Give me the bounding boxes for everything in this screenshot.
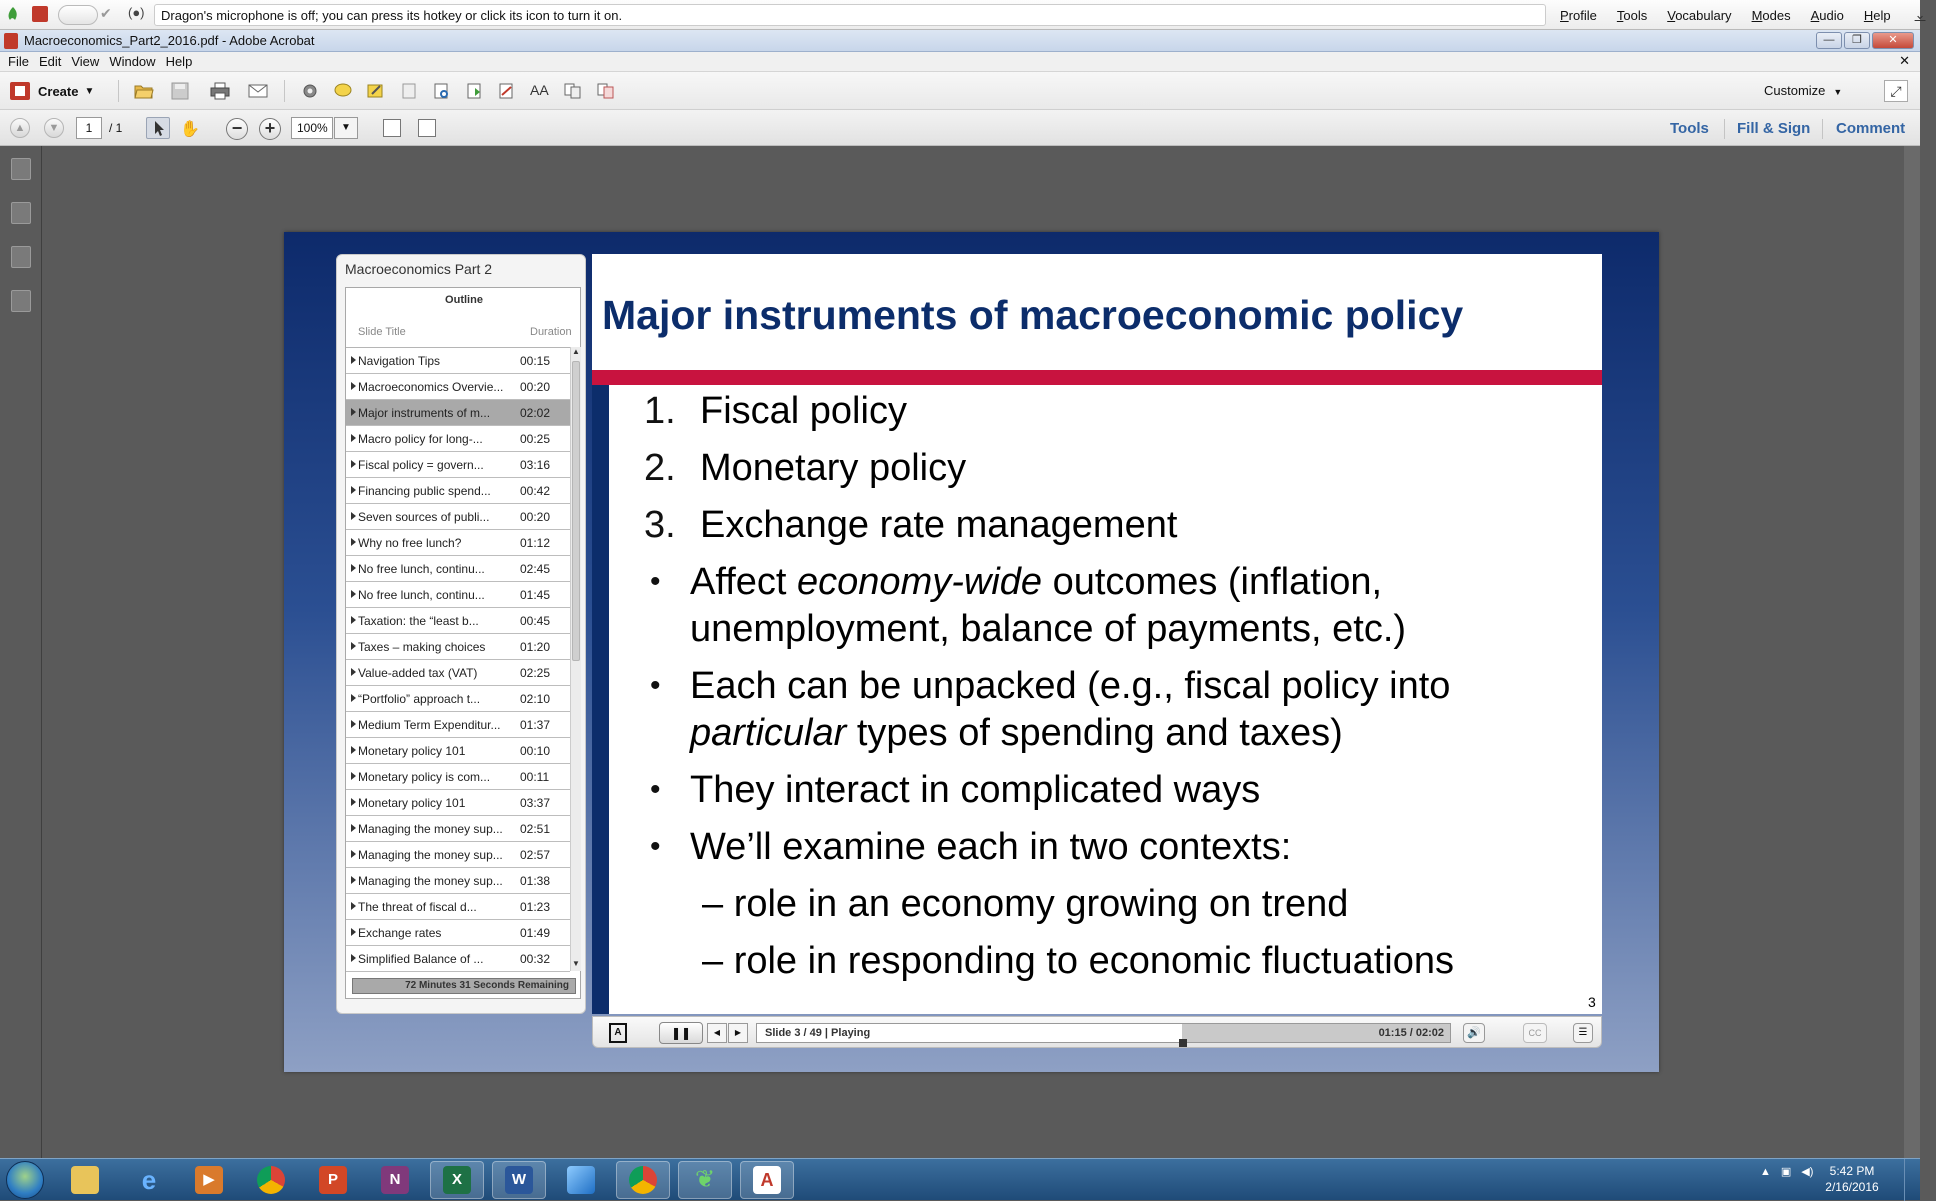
volume-icon[interactable]: 🔊 xyxy=(1463,1023,1485,1043)
outline-row[interactable] xyxy=(346,582,570,608)
gear-icon[interactable] xyxy=(300,82,320,100)
expand-icon[interactable]: ⤢ xyxy=(1884,80,1908,102)
customize-dropdown[interactable] xyxy=(1764,83,1842,98)
bullet: • xyxy=(650,773,661,806)
taskbar-excel[interactable] xyxy=(430,1161,484,1199)
taskbar-word[interactable] xyxy=(492,1161,546,1199)
bullet: • xyxy=(650,669,661,702)
save-icon[interactable] xyxy=(170,82,190,100)
signatures-icon[interactable] xyxy=(11,290,31,312)
closed-captions-button[interactable]: CC xyxy=(1523,1023,1547,1043)
outline-row[interactable] xyxy=(346,712,570,738)
dragon-flame-icon[interactable] xyxy=(5,6,21,22)
expand-triangle-icon[interactable] xyxy=(351,538,356,546)
outline-row-duration: 02:02 xyxy=(520,406,551,420)
expand-triangle-icon[interactable] xyxy=(351,434,356,442)
outline-row-title: Macro policy for long-... xyxy=(358,432,483,446)
expand-triangle-icon[interactable] xyxy=(351,616,356,624)
taskbar-dragon-tool[interactable] xyxy=(554,1161,608,1199)
menu-window[interactable]: Window xyxy=(109,54,156,69)
cursor-arrow-icon xyxy=(147,118,169,138)
print-icon[interactable] xyxy=(210,82,230,100)
taskbar-chrome[interactable] xyxy=(244,1161,298,1199)
outline-row[interactable] xyxy=(346,504,570,530)
menu-edit[interactable]: Edit xyxy=(38,54,62,69)
system-tray xyxy=(1760,1165,1813,1178)
previous-slide-button[interactable]: ◀ xyxy=(707,1023,727,1043)
outline-row-title: No free lunch, continu... xyxy=(358,562,485,576)
expand-triangle-icon[interactable] xyxy=(351,928,356,936)
bullet-examine: We’ll examine each in two contexts: xyxy=(690,826,1292,868)
show-hidden-icons-icon[interactable]: ▲ xyxy=(1760,1165,1771,1178)
dragon-menu-modes[interactable]: Modes xyxy=(1751,7,1791,23)
slide-title: Major instruments of macroeconomic policy xyxy=(602,292,1464,338)
microphone-toggle[interactable] xyxy=(58,5,98,25)
close-document-icon[interactable]: ✕ xyxy=(1899,53,1910,68)
network-icon[interactable]: ▣ xyxy=(1780,1166,1792,1178)
hand-tool-icon[interactable]: ✋ xyxy=(180,121,200,138)
outline-row-title: Taxation: the “least b... xyxy=(358,614,479,628)
bullet: • xyxy=(650,830,661,863)
chrome-icon xyxy=(629,1166,657,1194)
dragon-menu-help[interactable]: Help xyxy=(1863,7,1891,23)
outline-row[interactable] xyxy=(346,530,570,556)
outline-row-title: Seven sources of publi... xyxy=(358,510,490,524)
outline-row-title: Major instruments of m... xyxy=(358,406,491,420)
tools-pane-link[interactable]: Tools xyxy=(1670,120,1709,137)
caret-down-icon: ▼ xyxy=(84,85,95,97)
bookmarks-icon[interactable] xyxy=(11,202,31,224)
expand-triangle-icon[interactable] xyxy=(351,486,356,494)
sign-icon[interactable] xyxy=(497,82,517,100)
outline-row[interactable] xyxy=(346,660,570,686)
navigation-pane xyxy=(0,146,42,1158)
expand-triangle-icon[interactable] xyxy=(351,668,356,676)
adobe-logo: A xyxy=(609,1023,627,1043)
outline-row-duration: 03:37 xyxy=(520,796,551,810)
outline-row-duration: 01:38 xyxy=(520,874,551,888)
outline-row-duration: 02:10 xyxy=(520,692,551,706)
outline-row-title: Simplified Balance of ... xyxy=(358,952,484,966)
outline-row-title: Medium Term Expenditur... xyxy=(358,718,501,732)
outline-row[interactable] xyxy=(346,400,570,426)
menu-file[interactable]: File xyxy=(8,54,29,69)
acrobat-icon: A xyxy=(753,1166,781,1194)
powerpoint-icon: P xyxy=(319,1166,347,1194)
sub-bullet-2: – role in responding to economic fluctuations xyxy=(702,940,1455,982)
outline-row-title: Value-added tax (VAT) xyxy=(358,666,478,680)
share-icon[interactable] xyxy=(596,82,616,100)
highlight-icon[interactable] xyxy=(366,82,386,100)
expand-triangle-icon[interactable] xyxy=(351,408,356,416)
expand-triangle-icon[interactable] xyxy=(351,382,356,390)
outline-row[interactable] xyxy=(346,634,570,660)
dragon-menu-vocabulary[interactable]: Vocabulary xyxy=(1667,7,1732,23)
word-icon: W xyxy=(505,1166,533,1194)
progress-handle[interactable] xyxy=(1179,1039,1187,1047)
create-icon xyxy=(10,82,30,100)
title-bar xyxy=(0,30,1920,52)
list-item-fiscal-policy: Fiscal policy xyxy=(700,390,907,432)
outline-row[interactable] xyxy=(346,738,570,764)
expand-triangle-icon[interactable] xyxy=(351,824,356,832)
outline-scroll-thumb[interactable] xyxy=(572,361,580,661)
bullet-affect-line1: Affect economy-wide outcomes (inflation, xyxy=(690,561,1383,603)
bullet-interact: They interact in complicated ways xyxy=(690,769,1261,811)
slide xyxy=(592,254,1602,1014)
slide-status: Slide 3 / 49 | Playing xyxy=(765,1027,871,1039)
menu-help[interactable]: Help xyxy=(165,54,193,69)
column-header-slide-title: Slide Title xyxy=(358,326,406,338)
outline-row[interactable] xyxy=(346,452,570,478)
outline-row[interactable] xyxy=(346,764,570,790)
outline-row[interactable] xyxy=(346,842,570,868)
dragon-menu-audio[interactable]: Audio xyxy=(1810,7,1844,23)
outline-row-duration: 01:37 xyxy=(520,718,551,732)
toolbar-divider xyxy=(284,80,285,102)
caret-down-icon: ▼ xyxy=(1833,87,1843,97)
outline-row[interactable] xyxy=(346,686,570,712)
presentation-outline-panel xyxy=(336,254,586,1014)
outline-row-duration: 01:49 xyxy=(520,926,551,940)
outline-row[interactable] xyxy=(346,478,570,504)
outline-rows xyxy=(346,347,570,971)
zoom-level-input[interactable]: 100% xyxy=(291,117,333,139)
navigation-toolbar xyxy=(0,110,1920,146)
taskbar-powerpoint[interactable] xyxy=(306,1161,360,1199)
bullet: • xyxy=(650,565,661,598)
scroll-up-icon[interactable]: ▲ xyxy=(572,347,580,356)
outline-row-title: Monetary policy 101 xyxy=(358,796,466,810)
outline-heading: Outline xyxy=(445,294,483,306)
chrome-icon xyxy=(257,1166,285,1194)
dragon-menu xyxy=(1550,0,1936,30)
expand-triangle-icon[interactable] xyxy=(351,772,356,780)
outline-row-duration: 00:25 xyxy=(520,432,551,446)
list-item-exchange-rate: Exchange rate management xyxy=(700,504,1178,546)
outline-row[interactable] xyxy=(346,790,570,816)
zoom-in-button[interactable]: + xyxy=(259,118,281,140)
expand-triangle-icon[interactable] xyxy=(351,954,356,962)
expand-triangle-icon[interactable] xyxy=(351,642,356,650)
outline-row-title: Why no free lunch? xyxy=(358,536,462,550)
dragon-menu-tools[interactable]: Tools xyxy=(1616,7,1648,23)
dragon-menu-profile[interactable]: Profile xyxy=(1560,7,1597,23)
page-thumbnails-icon[interactable] xyxy=(11,158,31,180)
vertical-scrollbar[interactable] xyxy=(1904,146,1920,1158)
find-page-icon[interactable] xyxy=(432,82,452,100)
expand-triangle-icon[interactable] xyxy=(351,902,356,910)
menu-bar xyxy=(0,52,1920,72)
list-number: 2. xyxy=(644,447,676,489)
presentation-player-bar xyxy=(592,1016,1602,1048)
email-icon[interactable] xyxy=(248,82,268,100)
outline-row-duration: 00:15 xyxy=(520,354,551,368)
outline-row-duration: 01:45 xyxy=(520,588,551,602)
windows-taskbar xyxy=(0,1158,1920,1200)
outline-row[interactable] xyxy=(346,608,570,634)
dragon-tool-icon xyxy=(567,1166,595,1194)
outline-row-duration: 00:20 xyxy=(520,510,551,524)
outline-row-title: Exchange rates xyxy=(358,926,442,940)
outline-row-title: No free lunch, continu... xyxy=(358,588,485,602)
bullet-affect-line2: unemployment, balance of payments, etc.) xyxy=(690,608,1407,650)
outline-row-title: “Portfolio” approach t... xyxy=(358,692,481,706)
outline-row-duration: 01:12 xyxy=(520,536,551,550)
create-button[interactable] xyxy=(10,80,94,102)
taskbar-media-player[interactable] xyxy=(182,1161,236,1199)
expand-triangle-icon[interactable] xyxy=(351,720,356,728)
outline-row-duration: 02:25 xyxy=(520,666,551,680)
outline-row-duration: 00:32 xyxy=(520,952,551,966)
taskbar-acrobat[interactable] xyxy=(740,1161,794,1199)
outline-row[interactable] xyxy=(346,816,570,842)
expand-triangle-icon[interactable] xyxy=(351,460,356,468)
acrobat-app-icon xyxy=(4,33,18,49)
page-number-input[interactable]: 1 xyxy=(76,117,102,139)
pause-button[interactable]: ❚❚ xyxy=(659,1022,703,1044)
customize-label: Customize xyxy=(1764,83,1826,98)
next-slide-button[interactable]: ▶ xyxy=(728,1023,748,1043)
outline-row-title: Taxes – making choices xyxy=(358,640,486,654)
compare-icon[interactable] xyxy=(563,82,583,100)
outline-row-title: The threat of fiscal d... xyxy=(358,900,477,914)
outline-row-duration: 00:11 xyxy=(520,770,550,784)
restore-button[interactable]: ❐ xyxy=(1844,32,1870,49)
attachments-icon[interactable] xyxy=(11,246,31,268)
outline-row-title: Monetary policy 101 xyxy=(358,744,466,758)
outline-row-title: Managing the money sup... xyxy=(358,874,503,888)
list-number: 3. xyxy=(644,504,676,546)
fill-sign-pane-link[interactable]: Fill & Sign xyxy=(1737,120,1811,137)
outline-row-title: Macroeconomics Overvie... xyxy=(358,380,504,394)
pdf-page xyxy=(284,232,1659,1072)
zoom-dropdown-caret[interactable]: ▼ xyxy=(334,117,358,139)
fit-width-icon[interactable] xyxy=(383,119,401,137)
onenote-icon: N xyxy=(381,1166,409,1194)
slide-blue-bar xyxy=(592,385,609,1014)
taskbar-onenote[interactable] xyxy=(368,1161,422,1199)
taskbar-chrome-2[interactable] xyxy=(616,1161,670,1199)
outline-row[interactable] xyxy=(346,946,570,972)
expand-triangle-icon[interactable] xyxy=(351,564,356,572)
clock-time: 5:42 PM xyxy=(1829,1164,1875,1178)
expand-triangle-icon[interactable] xyxy=(351,746,356,754)
time-readout: 01:15 / 02:02 xyxy=(1378,1027,1444,1039)
slide-red-bar xyxy=(592,370,1602,385)
internet-explorer-icon: e xyxy=(141,1165,157,1195)
expand-triangle-icon[interactable] xyxy=(351,850,356,858)
taskbar-internet-explorer[interactable] xyxy=(122,1161,176,1199)
chevron-down-icon[interactable]: ⌄ xyxy=(1914,7,1926,22)
comment-bubble-icon[interactable] xyxy=(333,82,353,100)
dragon-bar xyxy=(0,0,1926,30)
expand-triangle-icon[interactable] xyxy=(351,876,356,884)
outline-row-duration: 01:20 xyxy=(520,640,551,654)
minimize-button[interactable]: — xyxy=(1816,32,1842,49)
taskbar-dragon[interactable] xyxy=(678,1161,732,1199)
outline-row-duration: 00:20 xyxy=(520,380,551,394)
outline-row-duration: 02:57 xyxy=(520,848,551,862)
outline-row-duration: 00:45 xyxy=(520,614,551,628)
previous-page-icon[interactable]: ▲ xyxy=(10,118,30,138)
outline-row[interactable] xyxy=(346,868,570,894)
outline-list-box xyxy=(345,287,581,999)
slide-page-number: 3 xyxy=(1588,994,1596,1010)
next-page-icon[interactable]: ▼ xyxy=(44,118,64,138)
outline-row-title: Financing public spend... xyxy=(358,484,491,498)
page-total: / 1 xyxy=(109,121,123,135)
expand-triangle-icon[interactable] xyxy=(351,798,356,806)
player-menu-icon[interactable]: ☰ xyxy=(1573,1023,1593,1043)
outline-row-title: Managing the money sup... xyxy=(358,848,503,862)
outline-row[interactable] xyxy=(346,426,570,452)
outline-row-title: Monetary policy is com... xyxy=(358,770,491,784)
export-icon[interactable] xyxy=(465,82,485,100)
expand-triangle-icon[interactable] xyxy=(351,590,356,598)
volume-icon[interactable]: ◀) xyxy=(1801,1166,1814,1178)
outline-row-duration: 00:10 xyxy=(520,744,551,758)
toolbar-divider xyxy=(1724,119,1725,139)
fit-page-icon[interactable] xyxy=(418,119,436,137)
text-edit-icon[interactable]: AA xyxy=(530,82,549,98)
toolbar-divider xyxy=(118,80,119,102)
outline-row-duration: 00:42 xyxy=(520,484,551,498)
radio-icon[interactable]: (●) xyxy=(128,5,145,20)
bullet-unpacked-line1: Each can be unpacked (e.g., fiscal policy into xyxy=(690,665,1451,707)
presentation-title: Macroeconomics Part 2 xyxy=(345,261,493,277)
show-desktop-button[interactable] xyxy=(1904,1159,1920,1201)
outline-row[interactable] xyxy=(346,374,570,400)
main-toolbar xyxy=(0,72,1920,110)
dragon-status-icon[interactable] xyxy=(32,6,48,22)
list-number: 1. xyxy=(644,390,676,432)
time-remaining-bar: 72 Minutes 31 Seconds Remaining xyxy=(352,978,576,994)
folder-icon xyxy=(71,1166,99,1194)
window-controls xyxy=(1816,32,1914,49)
outline-row[interactable] xyxy=(346,894,570,920)
comment-pane-link[interactable]: Comment xyxy=(1836,120,1906,137)
create-label: Create xyxy=(38,83,79,99)
select-tool-button[interactable] xyxy=(146,117,170,139)
outline-row-title: Navigation Tips xyxy=(358,354,441,368)
outline-row-duration: 03:16 xyxy=(520,458,551,472)
open-folder-icon[interactable] xyxy=(134,82,154,100)
scroll-down-icon[interactable]: ▼ xyxy=(572,959,580,968)
list-item-monetary-policy: Monetary policy xyxy=(700,447,967,489)
system-clock[interactable] xyxy=(1820,1163,1884,1195)
outline-row-duration: 02:51 xyxy=(520,822,551,836)
dragon-message-box: Dragon's microphone is off; you can press its hotkey or click its icon to turn it on. xyxy=(154,4,1546,26)
toolbar-divider xyxy=(1822,119,1823,139)
taskbar-explorer[interactable] xyxy=(58,1161,112,1199)
window-title: Macroeconomics_Part2_2016.pdf - Adobe Acrobat xyxy=(24,33,315,48)
column-header-duration: Duration xyxy=(530,326,572,338)
check-icon[interactable]: ✔ xyxy=(100,5,112,21)
outline-row-title: Fiscal policy = govern... xyxy=(358,458,484,472)
outline-scrollbar[interactable] xyxy=(570,347,581,971)
outline-row-title: Managing the money sup... xyxy=(358,822,503,836)
dragon-flame-icon: ❦ xyxy=(694,1166,716,1193)
menu-view[interactable]: View xyxy=(71,54,100,69)
outline-row[interactable] xyxy=(346,348,570,374)
outline-row[interactable] xyxy=(346,920,570,946)
close-button[interactable]: ✕ xyxy=(1872,32,1914,49)
clock-date: 2/16/2016 xyxy=(1825,1180,1879,1194)
expand-triangle-icon[interactable] xyxy=(351,694,356,702)
media-player-icon: ▶ xyxy=(195,1166,223,1194)
outline-row[interactable] xyxy=(346,556,570,582)
outline-row-duration: 01:23 xyxy=(520,900,551,914)
sub-bullet-1: – role in an economy growing on trend xyxy=(702,883,1349,925)
stamp-icon[interactable] xyxy=(400,82,420,100)
zoom-out-button[interactable]: − xyxy=(226,118,248,140)
excel-icon: X xyxy=(443,1166,471,1194)
outline-row-duration: 02:45 xyxy=(520,562,551,576)
bullet-unpacked-line2: particular types of spending and taxes) xyxy=(690,712,1343,754)
expand-triangle-icon[interactable] xyxy=(351,356,356,364)
playback-progress-bar[interactable] xyxy=(756,1023,1451,1043)
expand-triangle-icon[interactable] xyxy=(351,512,356,520)
start-button[interactable] xyxy=(6,1161,44,1199)
